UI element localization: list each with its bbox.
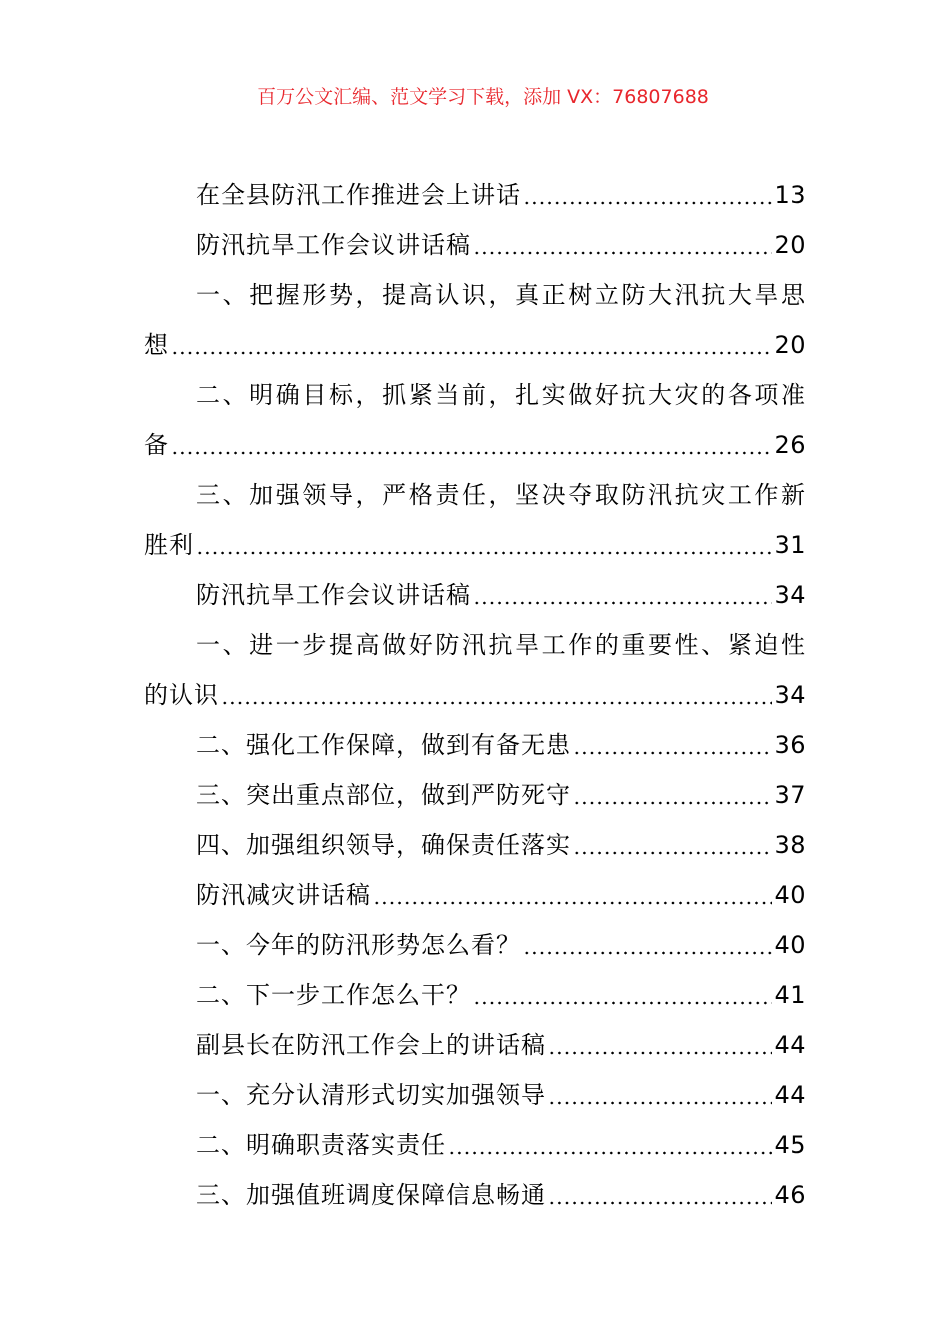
toc-page-number: 38 [774, 831, 806, 859]
toc-entry-line[interactable] [144, 370, 806, 420]
dot-leader [573, 770, 772, 820]
toc-entry-title: 二、强化工作保障，做到有备无患 [196, 731, 571, 759]
toc-entry[interactable] [144, 1120, 806, 1170]
toc-page-number: 37 [774, 781, 806, 809]
toc-page-number: 34 [774, 681, 806, 709]
toc-entry[interactable] [144, 1070, 806, 1120]
watermark-header: 百万公文汇编、范文学习下载，添加 VX：76807688 [257, 86, 709, 108]
dot-leader [373, 870, 772, 920]
toc-entry-line[interactable] [144, 420, 806, 470]
toc-page-number: 36 [774, 731, 806, 759]
toc-entry-title: 一、充分认清形式切实加强领导 [196, 1081, 546, 1109]
toc-entry-line[interactable] [144, 320, 806, 370]
dot-leader [573, 820, 772, 870]
dot-leader [523, 170, 772, 220]
dot-leader [171, 320, 772, 370]
toc-page-number: 20 [774, 231, 806, 259]
toc-entry-title: 三、突出重点部位，做到严防死守 [196, 781, 571, 809]
toc-entry-title: 副县长在防汛工作会上的讲话稿 [196, 1031, 546, 1059]
dot-leader [473, 220, 772, 270]
toc-entry-title: 四、加强组织领导，确保责任落实 [196, 831, 571, 859]
dot-leader [196, 520, 772, 570]
toc-entry-line[interactable] [144, 470, 806, 520]
dot-leader [448, 1120, 772, 1170]
toc-entry-title: 在全县防汛工作推进会上讲话 [196, 181, 521, 209]
dot-leader [548, 1020, 772, 1070]
table-of-contents [144, 170, 806, 1220]
toc-page-number: 40 [774, 931, 806, 959]
toc-entry-title: 一、进一步提高做好防汛抗旱工作的重要性、紧迫性 [196, 631, 806, 659]
toc-entry[interactable] [144, 770, 806, 820]
dot-leader [473, 570, 772, 620]
toc-entry-line[interactable] [144, 520, 806, 570]
dot-leader [171, 420, 772, 470]
toc-entry-line[interactable] [144, 670, 806, 720]
toc-entry-title: 一、把握形势，提高认识，真正树立防大汛抗大旱思 [196, 281, 806, 309]
dot-leader [548, 1170, 772, 1220]
toc-entry-title: 二、明确职责落实责任 [196, 1131, 446, 1159]
toc-page-number: 20 [774, 331, 806, 359]
dot-leader [573, 720, 772, 770]
toc-entry[interactable] [144, 1020, 806, 1070]
toc-entry[interactable] [144, 720, 806, 770]
toc-entry[interactable] [144, 820, 806, 870]
toc-entry-title-continued: 备 [144, 431, 169, 459]
toc-entry-line[interactable] [144, 270, 806, 320]
toc-page-number: 41 [774, 981, 806, 1009]
toc-entry-title: 二、下一步工作怎么干？ [196, 981, 471, 1009]
dot-leader [221, 670, 772, 720]
dot-leader [523, 920, 772, 970]
toc-entry[interactable] [144, 170, 806, 220]
toc-page-number: 34 [774, 581, 806, 609]
toc-page-number: 44 [774, 1081, 806, 1109]
toc-entry-title-continued: 的认识 [144, 681, 219, 709]
toc-entry-title: 防汛抗旱工作会议讲话稿 [196, 581, 471, 609]
toc-entry-title-continued: 想 [144, 331, 169, 359]
toc-entry[interactable] [144, 1170, 806, 1220]
toc-entry-title: 一、今年的防汛形势怎么看？ [196, 931, 521, 959]
toc-entry-title: 防汛减灾讲话稿 [196, 881, 371, 909]
toc-entry-title: 三、加强值班调度保障信息畅通 [196, 1181, 546, 1209]
toc-entry[interactable] [144, 970, 806, 1020]
toc-entry[interactable] [144, 920, 806, 970]
toc-page-number: 40 [774, 881, 806, 909]
toc-entry[interactable] [144, 220, 806, 270]
toc-page-number: 44 [774, 1031, 806, 1059]
toc-page-number: 26 [774, 431, 806, 459]
dot-leader [473, 970, 772, 1020]
toc-entry-title: 二、明确目标，抓紧当前，扎实做好抗大灾的各项准 [196, 381, 806, 409]
toc-page-number: 45 [774, 1131, 806, 1159]
toc-entry[interactable] [144, 870, 806, 920]
toc-entry-title: 防汛抗旱工作会议讲话稿 [196, 231, 471, 259]
toc-entry-title-continued: 胜利 [144, 531, 194, 559]
dot-leader [548, 1070, 772, 1120]
toc-entry[interactable] [144, 570, 806, 620]
toc-page-number: 31 [774, 531, 806, 559]
toc-page-number: 46 [774, 1181, 806, 1209]
toc-entry-title: 三、加强领导，严格责任，坚决夺取防汛抗灾工作新 [196, 481, 806, 509]
toc-page-number: 13 [774, 181, 806, 209]
toc-entry-line[interactable] [144, 620, 806, 670]
